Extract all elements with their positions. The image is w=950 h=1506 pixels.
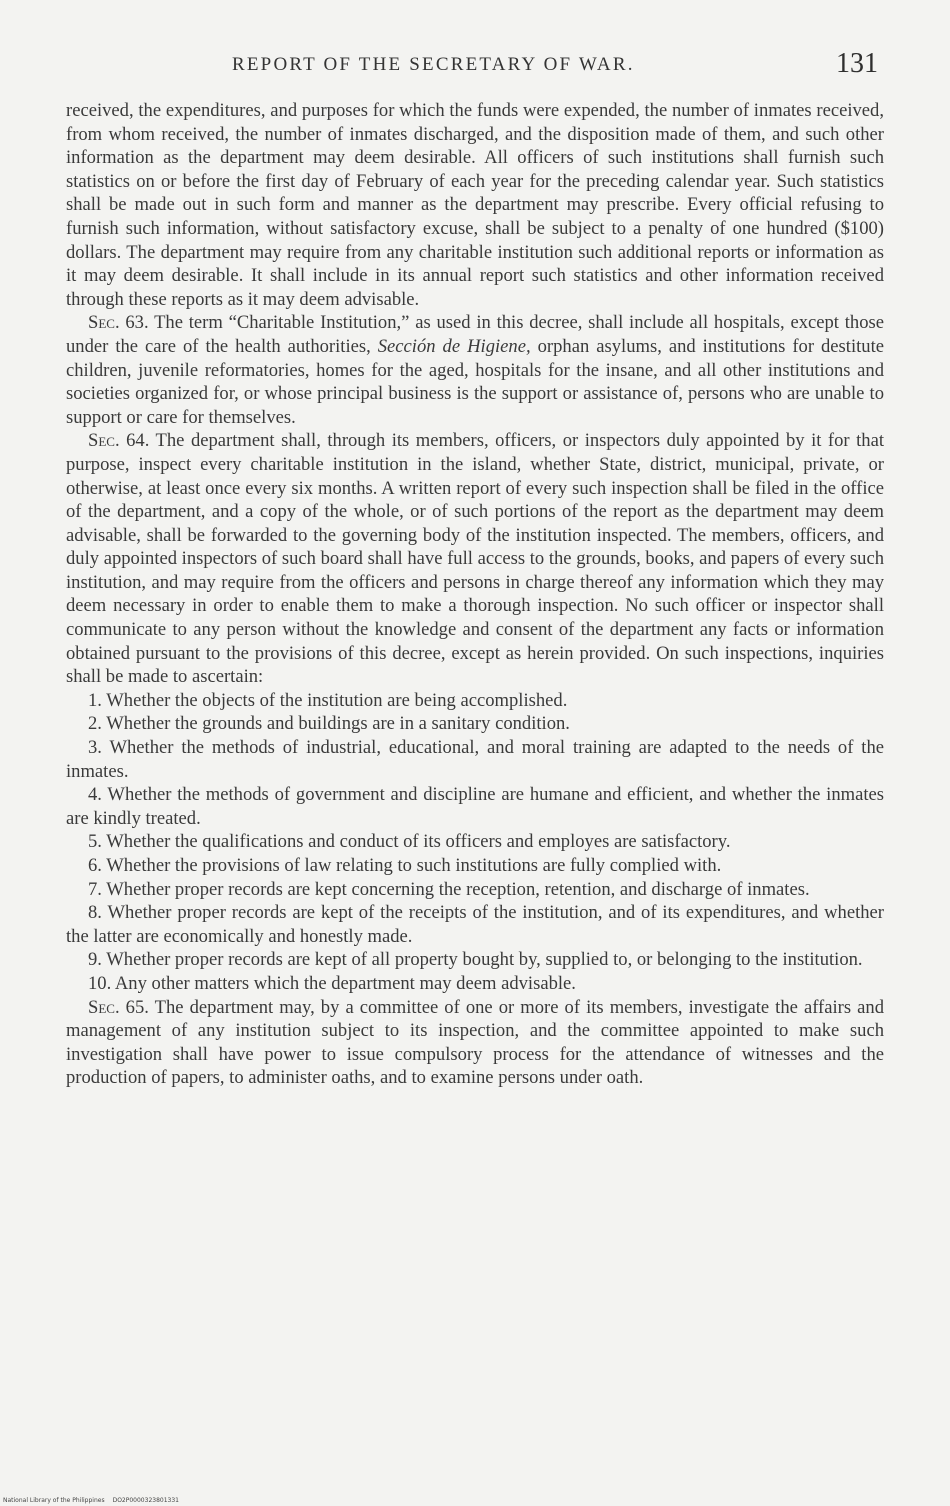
italic-term: Sección de Higiene, <box>377 335 531 357</box>
running-title: REPORT OF THE SECRETARY OF WAR. <box>232 54 635 75</box>
paragraph-continued: received, the expenditures, and purposes for which the funds were expended, the number of inmates received, from whom received, the number of inmates discharged, and the disposition made of them, and such other information as the department may deem desirable. All officers of such institutions shall furnish such statistics on or before the first day of February of each year for the preceding calendar year. Such statistics shall be made out in such form and manner as the department may prescribe. Every official refusing to furnish such information, without satisfactory excuse, shall be subject to a penalty of one hundred ($100) dollars. The department may require from any charitable institution such additional reports or information as it may deem desirable. It shall include in its annual report such statistics and other information received through these reports as it may deem advisable. <box>66 100 884 310</box>
section-65-paragraph <box>66 996 884 1090</box>
scan-footer <box>3 1497 179 1504</box>
list-item: 5. Whether the qualifications and conduct of its officers and employes are satisfactory. <box>88 831 731 853</box>
running-header <box>0 48 950 84</box>
section-text: The department shall, through its members, officers, or inspectors duly appointed by it for that purpose, inspect every charitable institution in the island, whether State, district, municipal, private, or otherwise, at least once every six months. A written report of every such inspection shall be filed in the office of the department, and a copy of the whole, or of such portions of the report as the department may deem advisable, shall be forwarded to the governing body of the institution inspected. The members, officers, and duly appointed inspectors of such board shall have full access to the grounds, books, and papers of every such institution, and may require from the officers and persons in charge thereof any information which they may deem necessary in order to enable them to make a thorough inspection. No such officer or inspector shall communicate to any person without the knowledge and consent of the department any facts or information obtained pursuant to the provisions of this decree, except as herein provided. On such inspections, inquiries shall be made to ascertain: <box>66 430 884 688</box>
list-item: 8. Whether proper records are kept of the receipts of the institution, and of its expenditures, and whether the latter are economically and honestly made. <box>66 902 884 947</box>
section-63-paragraph <box>66 311 884 429</box>
page-number: 131 <box>836 48 878 79</box>
list-item: 6. Whether the provisions of law relating to such institutions are fully complied with. <box>88 855 722 876</box>
section-text: The term “Charitable Institution,” as used in this decree, shall include all hospitals, except those under the care of the health authorities, <box>66 312 884 357</box>
list-item: 2. Whether the grounds and buildings are in a sanitary condition. <box>88 713 570 735</box>
body-text <box>66 99 884 1090</box>
section-text: The department may, by a committee of one or more of its members, investigate the affairs and management of any institution subject to its inspection, and the committee appointed to make such investigation shall have power to issue compulsory process for the attendance of witnesses and the production of papers, to administer oaths, and to examine persons under oath. <box>66 996 884 1089</box>
section-64-paragraph <box>66 429 884 689</box>
list-item: 9. Whether proper records are kept of all property bought by, supplied to, or belonging to the institution. <box>88 949 863 971</box>
list-item: 1. Whether the objects of the institution are being accomplished. <box>88 689 568 711</box>
scan-identifier: DO2P0000323801331 <box>112 1497 179 1504</box>
list-item: 7. Whether proper records are kept concerning the reception, retention, and discharge of inmates. <box>88 878 810 900</box>
list-item: 3. Whether the methods of industrial, educational, and moral training are adapted to the needs of the inmates. <box>66 737 884 782</box>
list-item: 10. Any other matters which the department may deem advisable. <box>88 972 576 994</box>
section-text-continued: orphan asylums, and institutions for destitute children, juvenile reformatories, homes for the aged, hospitals for the insane, and all other institutions and societies organized for, or whose principal business is the support or assistance of, persons who are unable to support or care for themselves. <box>66 335 885 428</box>
library-credit: National Library of the Philippines <box>3 1497 105 1504</box>
section-label: Sec. 64. <box>88 430 150 452</box>
section-label: Sec. 63. <box>88 312 149 334</box>
list-item: 4. Whether the methods of government and discipline are humane and efficient, and whether the inmates are kindly treated. <box>66 784 884 829</box>
section-label: Sec. 65. <box>88 996 149 1018</box>
